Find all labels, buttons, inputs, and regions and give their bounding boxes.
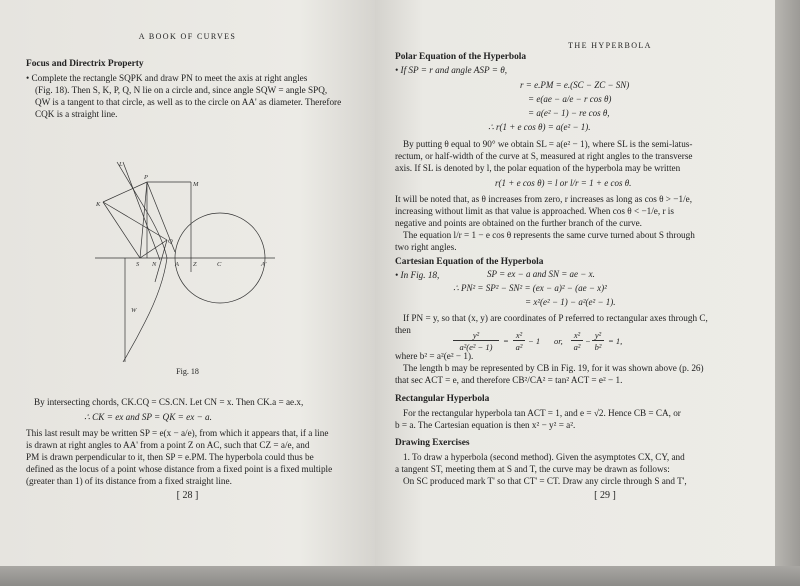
rect-para-line2: b = a. The Cartesian equation is then x² − y² = a². bbox=[395, 420, 576, 430]
cart-fraction-equation bbox=[453, 330, 683, 360]
page-number-left: [ 28 ] bbox=[176, 490, 199, 501]
para3-line2: is drawn at right angles to AA' from a point Z on AC, such that CZ = a/e, and bbox=[26, 440, 310, 450]
polar-para2-line2: increasing without limit as that value is approached. When cos θ < −1/e, r is bbox=[395, 206, 674, 216]
frac3-den: a² bbox=[573, 342, 581, 352]
right-page bbox=[375, 0, 775, 566]
frac-eq-1: = bbox=[503, 336, 509, 346]
polar-para2-line4: The equation l/r = 1 − e cos θ represents the same curve turned about S through bbox=[403, 230, 695, 240]
polar-eq-2: = e(ae − a/e − r cos θ) bbox=[528, 94, 612, 104]
table-surface bbox=[0, 566, 800, 586]
polar-eq-l: r(1 + e cos θ) = l or l/r = 1 + e cos θ. bbox=[495, 178, 632, 188]
line-sp bbox=[140, 182, 147, 258]
label-l: L bbox=[119, 161, 123, 168]
frac1-den: a²(e² − 1) bbox=[459, 342, 493, 352]
polar-para-line1: By putting θ equal to 90° we obtain SL = a(e² − 1), where SL is the semi-latus- bbox=[403, 139, 693, 149]
cart-para: If PN = y, so that (x, y) are coordinates of P referred to rectangular axes through C, bbox=[403, 313, 708, 323]
label-a: A bbox=[175, 261, 179, 268]
eq-ck: ∴ CK = ex and SP = QK = ex − a. bbox=[84, 412, 212, 422]
polar-eq-1: r = e.PM = e.(SC − ZC − SN) bbox=[520, 80, 630, 90]
para2: By intersecting chords, CK.CQ = CS.CN. Let CN = x. Then CK.a = ae.x, bbox=[34, 397, 304, 407]
frac-minus-one: − 1 bbox=[528, 336, 541, 346]
frac4-den: b² bbox=[594, 342, 602, 352]
label-a-prime: A' bbox=[261, 261, 267, 268]
frac3-num: x² bbox=[571, 330, 583, 341]
section-title-drawing: Drawing Exercises bbox=[395, 438, 470, 448]
label-q: Q bbox=[168, 238, 173, 245]
polar-para-line2: rectum, or half-width of the curve at S, measured at right angles to the transverse bbox=[395, 151, 693, 161]
cart-then: then bbox=[395, 325, 411, 335]
book-edge bbox=[775, 0, 800, 586]
frac2-num: x² bbox=[513, 330, 525, 341]
para1-line1: • Complete the rectangle SQPK and draw PN to meet the axis at right angles bbox=[26, 73, 308, 83]
frac2-den: a² bbox=[515, 342, 523, 352]
para1-line4: CQK is a straight line. bbox=[35, 109, 118, 119]
section-title-cartesian: Cartesian Equation of the Hyperbola bbox=[395, 257, 544, 267]
label-k: K bbox=[96, 201, 101, 208]
line-w bbox=[155, 240, 167, 282]
cart-para2-line1: The length b may be represented by CB in Fig. 19, for it was shown above (p. 26) bbox=[403, 363, 704, 373]
para1-line3: QW is a tangent to that circle, as well as to the circle on AA' as diameter. Therefore bbox=[35, 97, 342, 107]
rect-para-line1: For the rectangular hyperbola tan ACT = 1, and e = √2. Hence CB = CA, or bbox=[403, 408, 681, 418]
label-z: Z bbox=[193, 261, 197, 268]
para3-line3: PM is drawn perpendicular to it, then SP = e.PM. The hyperbola could thus be bbox=[26, 452, 314, 462]
para3-line5: (greater than 1) of its distance from a fixed straight line. bbox=[26, 476, 232, 486]
para3-line4: defined as the locus of a point whose distance from a fixed point is a fixed multiple bbox=[26, 464, 333, 474]
frac-eq-2: = 1, bbox=[608, 336, 623, 346]
frac-or: or, bbox=[554, 336, 563, 346]
label-w: W bbox=[131, 307, 137, 314]
polar-para2-line5: two right angles. bbox=[395, 242, 457, 252]
section-title-polar: Polar Equation of the Hyperbola bbox=[395, 52, 527, 62]
line-kp bbox=[103, 182, 147, 202]
figure-18 bbox=[95, 122, 325, 362]
draw-para-line1: 1. To draw a hyperbola (second method). Given the asymptotes CX, CY, and bbox=[403, 452, 685, 462]
label-n: N bbox=[152, 261, 157, 268]
running-head-right: THE HYPERBOLA bbox=[568, 41, 652, 50]
polar-para2-line1: It will be noted that, as θ increases from zero, r increases as long as cos θ > −1/e, bbox=[395, 194, 692, 204]
cart-eq-2: ∴ PN² = SP² − SN² = (ex − a)² − (ae − x)² bbox=[453, 283, 607, 293]
para3-line1: This last result may be written SP = e(x − a/e), from which it appears that, if a line bbox=[26, 428, 329, 438]
line-ks bbox=[103, 202, 140, 258]
page-number-right: [ 29 ] bbox=[594, 490, 616, 501]
polar-para-line3: axis. If SL is denoted by l, the polar equation of the hyperbola may be written bbox=[395, 163, 681, 173]
cart-intro: • In Fig. 18, bbox=[395, 270, 440, 280]
figure-caption: Fig. 18 bbox=[176, 367, 199, 376]
cart-para2-line2: that sec ACT = e, and therefore CB²/CA² = tan² ACT = e² − 1. bbox=[395, 375, 623, 385]
polar-para2-line3: negative and points are obtained on the further branch of the curve. bbox=[395, 218, 642, 228]
para1-line2: (Fig. 18). Then S, K, P, Q, N lie on a circle and, since angle SQW = angle SPQ, bbox=[35, 85, 328, 95]
section-title-rectangular: Rectangular Hyperbola bbox=[395, 394, 490, 404]
running-head-left: A BOOK OF CURVES bbox=[138, 32, 237, 41]
frac1-num: y² bbox=[453, 330, 499, 341]
polar-eq-3: = a(e² − 1) − re cos θ, bbox=[528, 108, 610, 118]
frac-sub: − bbox=[585, 336, 591, 346]
polar-eq-4: ∴ r(1 + e cos θ) = a(e² − 1). bbox=[488, 122, 591, 132]
draw-para-line2: a tangent ST, meeting them at S and T, the curve may be drawn as follows: bbox=[395, 464, 670, 474]
cart-eq-1: SP = ex − a and SN = ae − x. bbox=[487, 269, 595, 279]
section-title-focus-directrix: Focus and Directrix Property bbox=[26, 59, 144, 69]
label-p: P bbox=[144, 174, 148, 181]
label-m: M bbox=[193, 181, 199, 188]
frac4-num: y² bbox=[592, 330, 604, 341]
cart-where: where b² = a²(e² − 1). bbox=[395, 351, 474, 361]
polar-intro: • If SP = r and angle ASP = θ, bbox=[395, 65, 508, 75]
left-page bbox=[0, 0, 375, 566]
label-s: S bbox=[136, 261, 140, 268]
cart-eq-3: = x²(e² − 1) − a²(e² − 1). bbox=[525, 297, 616, 307]
label-c: C bbox=[217, 261, 222, 268]
draw-para-line3: On SC produced mark T' so that CT' = CT. Draw any circle through S and T', bbox=[403, 476, 687, 486]
